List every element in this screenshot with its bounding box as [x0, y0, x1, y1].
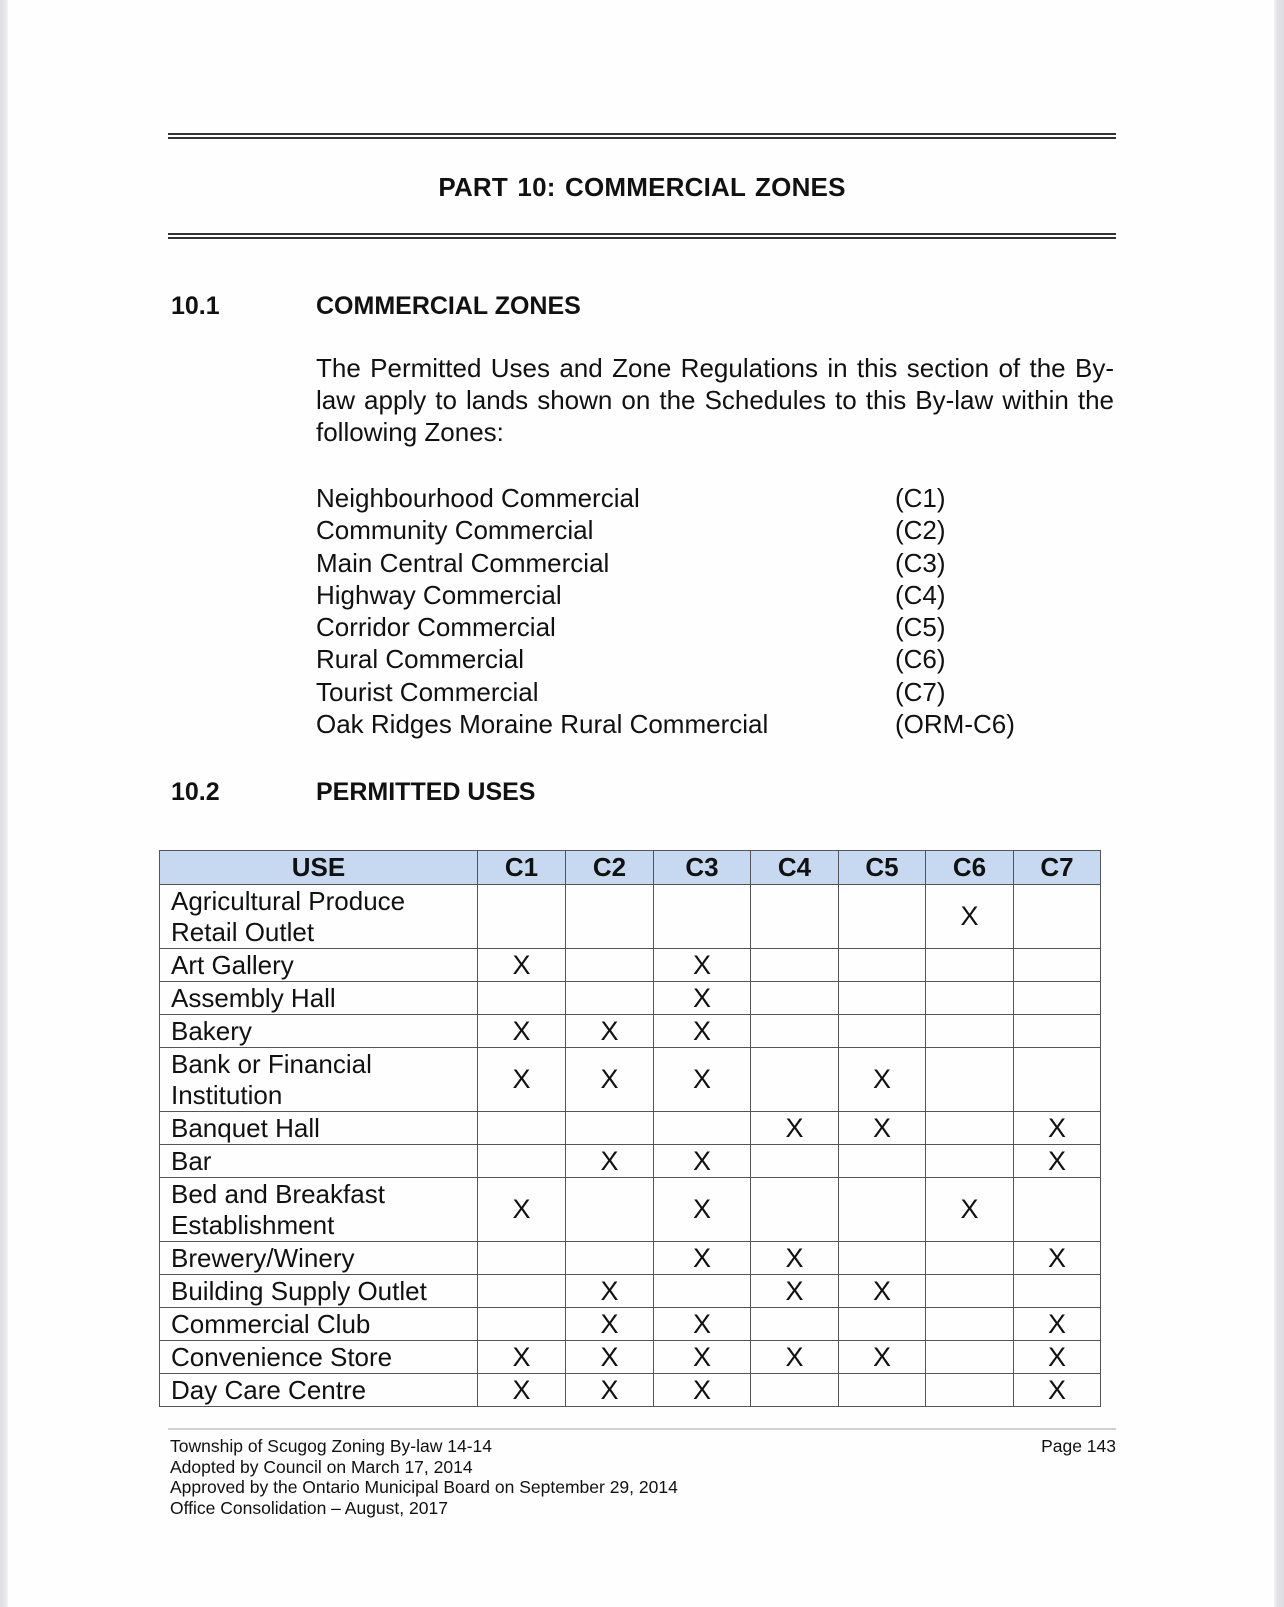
zone-code: (C5) — [895, 612, 946, 643]
c4-cell — [751, 1178, 839, 1242]
c1-cell — [478, 1275, 566, 1308]
c2-cell — [566, 949, 654, 982]
c2-cell: X — [566, 1275, 654, 1308]
use-cell: Building Supply Outlet — [160, 1275, 478, 1308]
c4-cell — [751, 1308, 839, 1341]
c3-cell: X — [654, 1242, 751, 1275]
footer-rule — [168, 1428, 1116, 1430]
table-row — [160, 885, 1101, 949]
use-cell: Bank or Financial Institution — [160, 1048, 478, 1112]
column-header-c2: C2 — [566, 851, 654, 885]
c1-cell: X — [478, 1341, 566, 1374]
table-row — [160, 1178, 1101, 1242]
c1-cell — [478, 1242, 566, 1275]
viewer-left-edge — [0, 0, 8, 1607]
c4-cell — [751, 885, 839, 949]
c5-cell: X — [839, 1048, 926, 1112]
c1-cell — [478, 885, 566, 949]
c5-cell: X — [839, 1341, 926, 1374]
c5-cell: X — [839, 1112, 926, 1145]
c5-cell: X — [839, 1275, 926, 1308]
c4-cell — [751, 1374, 839, 1407]
use-cell: Art Gallery — [160, 949, 478, 982]
c3-cell: X — [654, 949, 751, 982]
column-header-c5: C5 — [839, 851, 926, 885]
c3-cell: X — [654, 1374, 751, 1407]
c2-cell — [566, 1112, 654, 1145]
c4-cell — [751, 949, 839, 982]
viewer-right-edge — [1274, 0, 1284, 1607]
section-title: COMMERCIAL ZONES — [316, 292, 581, 320]
use-cell: Bar — [160, 1145, 478, 1178]
c5-cell — [839, 1015, 926, 1048]
table-row — [160, 1275, 1101, 1308]
c4-cell — [751, 1048, 839, 1112]
section-title: PERMITTED USES — [316, 778, 536, 806]
table-row — [160, 1112, 1101, 1145]
c1-cell: X — [478, 1015, 566, 1048]
table-row — [160, 1341, 1101, 1374]
c6-cell — [926, 1242, 1014, 1275]
c5-cell — [839, 1308, 926, 1341]
c7-cell: X — [1014, 1308, 1101, 1341]
c6-cell — [926, 1374, 1014, 1407]
c1-cell — [478, 1145, 566, 1178]
zone-list-item — [316, 643, 1076, 675]
table-row — [160, 1015, 1101, 1048]
c6-cell — [926, 1308, 1014, 1341]
footer-adopted-date: Adopted by Council on March 17, 2014 — [170, 1456, 473, 1477]
c1-cell: X — [478, 949, 566, 982]
c6-cell — [926, 1112, 1014, 1145]
c3-cell — [654, 885, 751, 949]
c2-cell: X — [566, 1341, 654, 1374]
zone-list-item — [316, 708, 1076, 740]
zone-list — [316, 482, 1076, 740]
permitted-uses-table — [159, 850, 1101, 1407]
c1-cell: X — [478, 1374, 566, 1407]
zone-code: (C3) — [895, 547, 946, 578]
footer-approved-date: Approved by the Ontario Municipal Board on September 29, 2014 — [170, 1477, 678, 1497]
c5-cell — [839, 1242, 926, 1275]
c2-cell: X — [566, 1374, 654, 1407]
c7-cell — [1014, 1048, 1101, 1112]
c7-cell — [1014, 885, 1101, 949]
c1-cell — [478, 1308, 566, 1341]
zone-list-item — [316, 676, 1076, 708]
c5-cell — [839, 885, 926, 949]
c1-cell — [478, 1112, 566, 1145]
section-intro-paragraph: The Permitted Uses and Zone Regulations in this section of the By-law apply to lands shown on the Schedules to this By-law within the following Zones: — [316, 353, 1114, 447]
c4-cell: X — [751, 1341, 839, 1374]
c5-cell — [839, 1145, 926, 1178]
c5-cell — [839, 1178, 926, 1242]
c4-cell: X — [751, 1242, 839, 1275]
c2-cell: X — [566, 1308, 654, 1341]
c3-cell: X — [654, 1145, 751, 1178]
c3-cell: X — [654, 1178, 751, 1242]
table-row — [160, 982, 1101, 1015]
c2-cell — [566, 1242, 654, 1275]
use-cell: Commercial Club — [160, 1308, 478, 1341]
c4-cell — [751, 1145, 839, 1178]
c2-cell — [566, 885, 654, 949]
column-header-c7: C7 — [1014, 851, 1101, 885]
zone-list-item — [316, 611, 1076, 643]
page-footer — [170, 1436, 1116, 1518]
c7-cell: X — [1014, 1341, 1101, 1374]
zone-name: Rural Commercial — [316, 644, 525, 675]
c6-cell: X — [926, 885, 1014, 949]
zone-name: Oak Ridges Moraine Rural Commercial — [316, 709, 769, 740]
use-cell: Agricultural Produce Retail Outlet — [160, 885, 478, 949]
c5-cell — [839, 949, 926, 982]
c2-cell: X — [566, 1015, 654, 1048]
zone-code: (C6) — [895, 644, 946, 675]
use-cell: Day Care Centre — [160, 1374, 478, 1407]
c5-cell — [839, 982, 926, 1015]
c7-cell — [1014, 982, 1101, 1015]
zone-code: (ORM-C6) — [895, 709, 1015, 740]
column-header-c4: C4 — [751, 851, 839, 885]
c7-cell: X — [1014, 1145, 1101, 1178]
use-cell: Convenience Store — [160, 1341, 478, 1374]
zone-name: Highway Commercial — [316, 579, 562, 610]
zone-code: (C2) — [895, 515, 946, 546]
c6-cell — [926, 949, 1014, 982]
c3-cell: X — [654, 1308, 751, 1341]
c4-cell — [751, 1015, 839, 1048]
c7-cell — [1014, 1178, 1101, 1242]
use-cell: Bakery — [160, 1015, 478, 1048]
table-row — [160, 1308, 1101, 1341]
c6-cell — [926, 1341, 1014, 1374]
c1-cell: X — [478, 1178, 566, 1242]
c6-cell — [926, 1275, 1014, 1308]
column-header-c6: C6 — [926, 851, 1014, 885]
c4-cell: X — [751, 1112, 839, 1145]
c6-cell: X — [926, 1178, 1014, 1242]
zone-list-item — [316, 579, 1076, 611]
section-number: 10.1 — [171, 292, 220, 320]
header-top-rule — [168, 133, 1116, 139]
table-row — [160, 1145, 1101, 1178]
table-row — [160, 1374, 1101, 1407]
c1-cell: X — [478, 1048, 566, 1112]
c2-cell — [566, 1178, 654, 1242]
part-title: PART 10: COMMERCIAL ZONES — [438, 172, 846, 202]
c3-cell: X — [654, 982, 751, 1015]
table-header-row — [160, 851, 1101, 885]
zone-name: Neighbourhood Commercial — [316, 483, 640, 513]
c6-cell — [926, 1048, 1014, 1112]
zone-name: Tourist Commercial — [316, 676, 539, 707]
c2-cell: X — [566, 1048, 654, 1112]
table-row — [160, 949, 1101, 982]
zone-name: Community Commercial — [316, 515, 594, 546]
footer-consolidation-date: Office Consolidation – August, 2017 — [170, 1497, 448, 1518]
column-header-use: USE — [160, 851, 478, 885]
table-row — [160, 1048, 1101, 1112]
use-cell: Brewery/Winery — [160, 1242, 478, 1275]
c7-cell: X — [1014, 1112, 1101, 1145]
zone-name: Main Central Commercial — [316, 547, 610, 578]
c2-cell — [566, 982, 654, 1015]
c7-cell — [1014, 1015, 1101, 1048]
zone-name: Corridor Commercial — [316, 612, 556, 643]
use-cell: Bed and Breakfast Establishment — [160, 1178, 478, 1242]
footer-bylaw-title: Township of Scugog Zoning By-law 14-14 — [170, 1436, 492, 1456]
c5-cell — [839, 1374, 926, 1407]
c7-cell: X — [1014, 1242, 1101, 1275]
table-row — [160, 1242, 1101, 1275]
c7-cell: X — [1014, 1374, 1101, 1407]
c7-cell — [1014, 949, 1101, 982]
c1-cell — [478, 982, 566, 1015]
c4-cell: X — [751, 1275, 839, 1308]
zone-code: (C4) — [895, 579, 946, 610]
c3-cell — [654, 1275, 751, 1308]
zone-list-item — [316, 482, 1076, 514]
c3-cell: X — [654, 1048, 751, 1112]
c2-cell: X — [566, 1145, 654, 1178]
c3-cell: X — [654, 1341, 751, 1374]
c6-cell — [926, 1015, 1014, 1048]
c3-cell: X — [654, 1015, 751, 1048]
c4-cell — [751, 982, 839, 1015]
column-header-c1: C1 — [478, 851, 566, 885]
header-bottom-rule — [168, 233, 1116, 239]
zone-code: (C7) — [895, 676, 946, 707]
c3-cell — [654, 1112, 751, 1145]
use-cell: Banquet Hall — [160, 1112, 478, 1145]
zone-list-item — [316, 514, 1076, 546]
page-number: Page 143 — [1041, 1436, 1116, 1456]
section-number: 10.2 — [171, 778, 220, 806]
c6-cell — [926, 982, 1014, 1015]
zone-list-item — [316, 547, 1076, 579]
c6-cell — [926, 1145, 1014, 1178]
column-header-c3: C3 — [654, 851, 751, 885]
zone-code: (C1) — [895, 483, 946, 513]
c7-cell — [1014, 1275, 1101, 1308]
use-cell: Assembly Hall — [160, 982, 478, 1015]
